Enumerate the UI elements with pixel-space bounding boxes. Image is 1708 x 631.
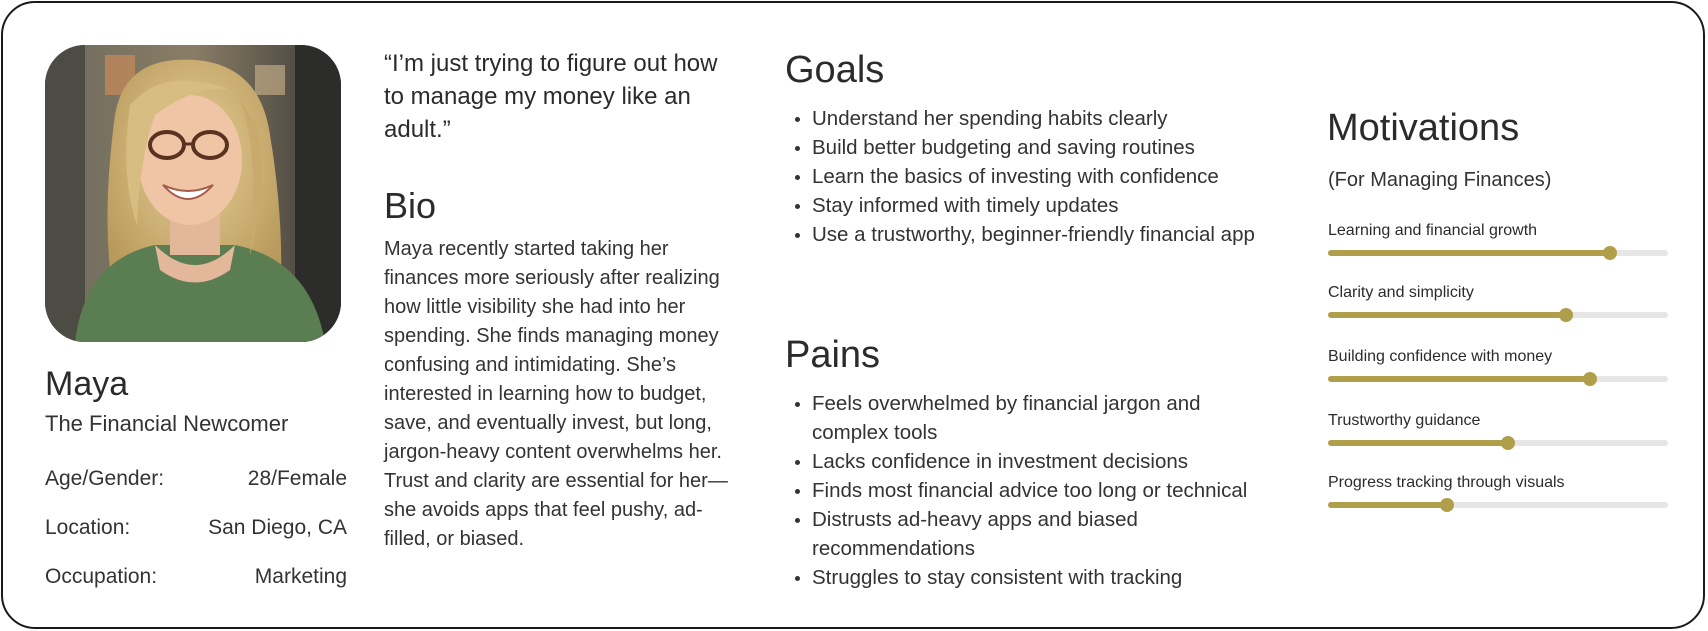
motivation-fill [1328, 250, 1610, 256]
motivation-clarity [1328, 283, 1668, 318]
detail-value: 28/Female [247, 467, 347, 490]
motivation-track [1328, 250, 1668, 256]
motivation-learning [1328, 221, 1668, 256]
goals-list [791, 104, 1291, 249]
motivation-progress [1328, 473, 1668, 508]
pains-list [791, 389, 1291, 592]
motivation-fill [1328, 312, 1566, 318]
pain-item: Struggles to stay consistent with tracking [791, 563, 1291, 592]
motivation-thumb [1603, 246, 1617, 260]
goal-item: Learn the basics of investing with confidence [791, 162, 1291, 191]
pain-item: Finds most financial advice too long or technical [791, 476, 1291, 505]
persona-card [1, 1, 1705, 629]
motivation-label: Learning and financial growth [1328, 222, 1538, 239]
detail-label: Location: [45, 516, 131, 539]
motivation-thumb [1559, 308, 1573, 322]
bio-text: Maya recently started taking her finances more seriously after realizing how little visibility she had into her spending. She finds managing money confusing and intimidating. She’s interested in learning how to budget, save, and eventually invest, but long, jargon-heavy content overwhelms her. Trust and clarity are essential for her—she avoids apps that feel pushy, ad-filled, or biased. [384, 238, 728, 550]
detail-age-gender [45, 467, 347, 491]
motivation-label: Progress tracking through visuals [1328, 474, 1565, 491]
goal-item: Use a trustworthy, beginner-friendly financial app [791, 220, 1261, 249]
goals-heading: Goals [785, 49, 885, 91]
motivation-fill [1328, 376, 1590, 382]
motivation-fill [1328, 440, 1508, 446]
motivation-thumb [1440, 498, 1454, 512]
detail-occupation [45, 565, 347, 589]
pain-item: Feels overwhelmed by financial jargon and complex tools [791, 389, 1261, 447]
goal-item: Stay informed with timely updates [791, 191, 1291, 220]
persona-name: Maya [45, 365, 129, 403]
motivation-thumb [1583, 372, 1597, 386]
detail-value: Marketing [254, 565, 347, 588]
goal-item: Understand her spending habits clearly [791, 104, 1291, 133]
motivation-track [1328, 440, 1668, 446]
pain-item: Lacks confidence in investment decisions [791, 447, 1291, 476]
detail-value: San Diego, CA [208, 516, 347, 539]
persona-quote: “I’m just trying to figure out how to manage my money like an adult.” [384, 50, 718, 143]
pain-item: Distrusts ad-heavy apps and biased recommendations [791, 505, 1191, 563]
persona-role: The Financial Newcomer [45, 411, 289, 436]
motivation-label: Trustworthy guidance [1328, 412, 1481, 429]
pains-heading: Pains [785, 334, 881, 376]
motivation-fill [1328, 502, 1447, 508]
motivation-track [1328, 312, 1668, 318]
persona-photo [45, 45, 341, 342]
motivations-subheading: (For Managing Finances) [1328, 169, 1552, 191]
motivation-label: Building confidence with money [1328, 348, 1553, 365]
bio-heading: Bio [384, 185, 437, 226]
motivation-trust [1328, 411, 1668, 446]
motivation-track [1328, 376, 1668, 382]
motivations-heading: Motivations [1327, 107, 1520, 149]
detail-location [45, 516, 347, 540]
motivation-label: Clarity and simplicity [1328, 284, 1474, 301]
goal-item: Build better budgeting and saving routines [791, 133, 1291, 162]
motivation-track [1328, 502, 1668, 508]
motivation-confidence [1328, 347, 1668, 382]
motivation-thumb [1501, 436, 1515, 450]
detail-label: Occupation: [45, 565, 158, 588]
detail-label: Age/Gender: [45, 467, 165, 490]
